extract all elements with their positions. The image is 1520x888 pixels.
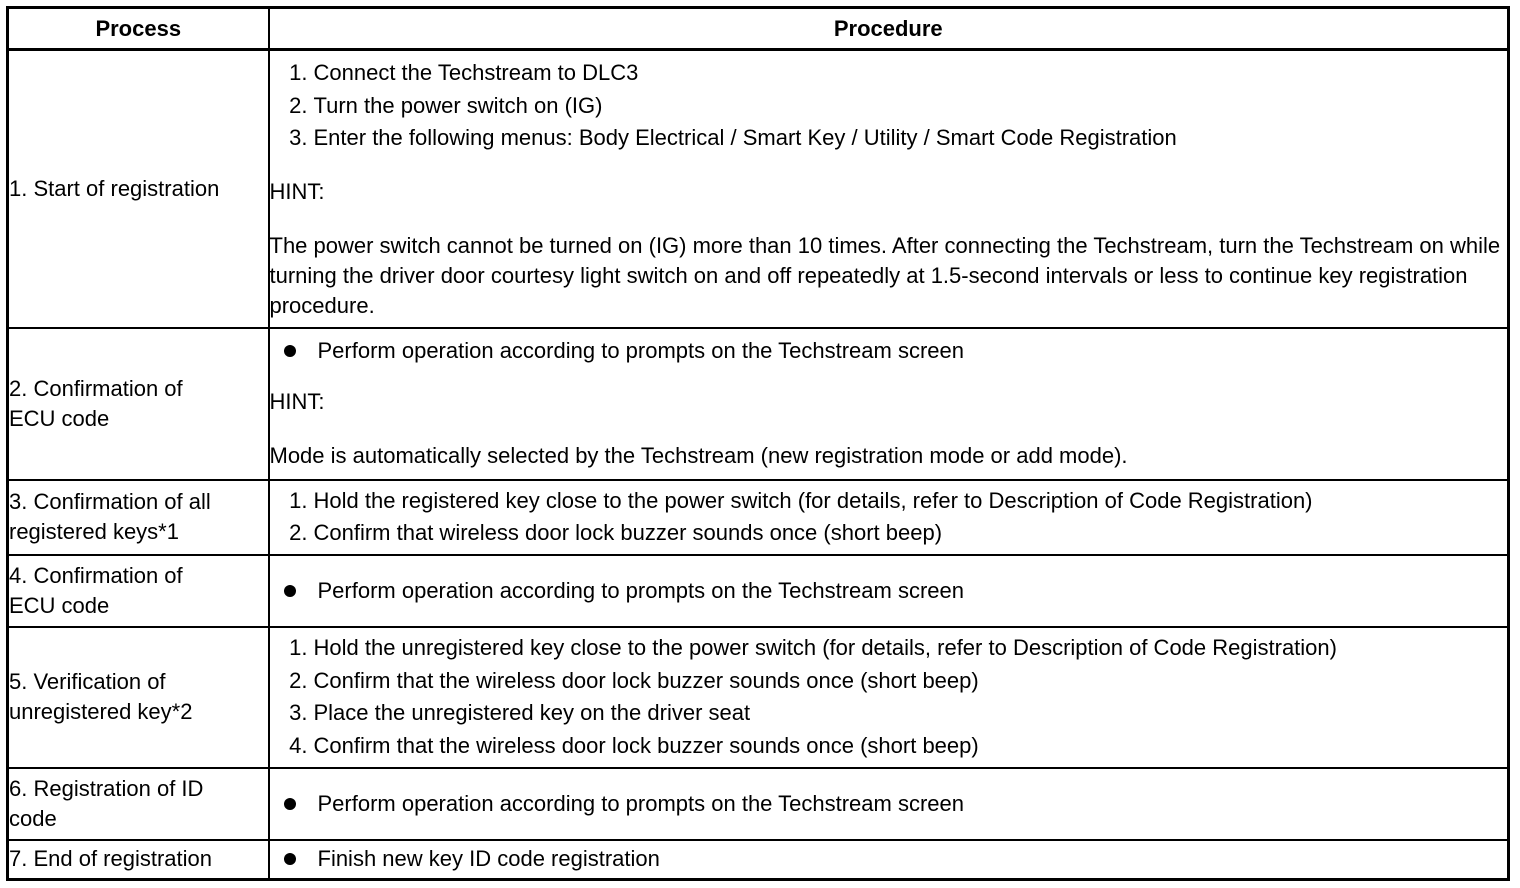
process-cell [8, 555, 269, 627]
bullet-list [270, 843, 1508, 875]
hint-label: HINT: [269, 178, 325, 204]
table-row [8, 328, 1509, 480]
process-cell [8, 328, 269, 480]
process-label: 7. End of registration [9, 846, 213, 872]
procedure-cell [269, 840, 1509, 880]
list-item [270, 697, 1508, 730]
registration-procedure-table [6, 6, 1510, 881]
step-number: 1. [289, 60, 308, 85]
step-text: Turn the power switch on (IG) [313, 92, 603, 118]
bullet-text: Perform operation according to prompts on the Techstream screen [317, 577, 964, 603]
process-label-line: 6. Registration of ID [9, 775, 204, 801]
step-number: 1. [289, 487, 308, 513]
process-label-line: 3. Confirmation of all [9, 489, 211, 514]
step-text: Connect the Techstream to DLC3 [313, 60, 639, 85]
list-item [270, 485, 1508, 518]
procedure-cell [269, 627, 1509, 768]
process-label-line: ECU code [9, 405, 110, 431]
process-cell [8, 50, 269, 328]
procedure-cell [269, 50, 1509, 328]
table-row [8, 627, 1509, 768]
bullet-text: Perform operation according to prompts on the Techstream screen [317, 790, 964, 816]
bullet-text: Finish new key ID code registration [317, 846, 660, 872]
process-label-line: registered keys*1 [9, 519, 179, 544]
bullet-list [270, 335, 1508, 367]
process-cell [8, 768, 269, 840]
step-list [270, 485, 1508, 550]
process-label-line: ECU code [9, 592, 110, 618]
step-text: Hold the unregistered key close to the power switch (for details, refer to Description of Code Registration) [313, 635, 1337, 660]
process-cell [8, 627, 269, 768]
step-text: Confirm that wireless door lock buzzer sounds once (short beep) [313, 520, 943, 545]
step-number: 2. [289, 92, 308, 118]
step-text: Place the unregistered key on the driver seat [313, 700, 751, 725]
header-process: Process [8, 8, 269, 50]
procedure-cell [269, 328, 1509, 480]
list-item [270, 517, 1508, 550]
step-number: 3. [289, 125, 308, 150]
list-item [270, 730, 1508, 763]
bullet-icon [284, 345, 296, 357]
hint-text: Mode is automatically selected by the Techstream (new registration mode or add mode). [269, 442, 1128, 468]
process-label: 1. Start of registration [9, 175, 220, 201]
table-row [8, 840, 1509, 880]
step-number: 2. [289, 667, 308, 693]
process-label-line: 2. Confirmation of [9, 375, 183, 401]
table-row [8, 480, 1509, 555]
process-label-line: code [9, 805, 57, 831]
list-item [270, 122, 1508, 155]
process-label-line: 4. Confirmation of [9, 562, 183, 588]
step-text: Confirm that the wireless door lock buzzer sounds once (short beep) [313, 732, 979, 758]
list-item [270, 575, 1508, 607]
step-text: Hold the registered key close to the power switch (for details, refer to Description of Code Registration) [313, 487, 1313, 513]
table-header-row [8, 8, 1509, 50]
process-cell [8, 480, 269, 555]
bullet-icon [284, 853, 296, 865]
step-number: 4. [289, 732, 308, 758]
step-text: Confirm that the wireless door lock buzzer sounds once (short beep) [313, 667, 979, 693]
list-item [270, 843, 1508, 875]
step-number: 2. [289, 520, 308, 545]
procedure-cell [269, 480, 1509, 555]
procedure-cell [269, 555, 1509, 627]
process-cell [8, 840, 269, 880]
hint-label: HINT: [269, 388, 325, 414]
process-label-line: unregistered key*2 [9, 699, 193, 724]
hint-text: The power switch cannot be turned on (IG) more than 10 times. After connecting the Techstream, turn the Techstream on while turning the driver door courtesy light switch on and off repeatedly at 1.5-second intervals or less to continue key registration procedure. [269, 232, 1501, 318]
list-item [270, 335, 1508, 367]
step-number: 3. [289, 700, 308, 725]
table-row [8, 50, 1509, 328]
step-number: 1. [289, 635, 308, 660]
step-text: Enter the following menus: Body Electrical / Smart Key / Utility / Smart Code Registration [313, 125, 1177, 150]
bullet-list [270, 788, 1508, 820]
step-list [270, 632, 1508, 762]
registration-table-wrapper [6, 6, 1510, 881]
list-item [270, 788, 1508, 820]
procedure-cell [269, 768, 1509, 840]
list-item [270, 57, 1508, 90]
process-label-line: 5. Verification of [9, 669, 166, 694]
bullet-list [270, 575, 1508, 607]
bullet-icon [284, 585, 296, 597]
list-item [270, 665, 1508, 698]
bullet-text: Perform operation according to prompts on the Techstream screen [317, 337, 964, 363]
bullet-icon [284, 798, 296, 810]
step-list [270, 57, 1508, 155]
list-item [270, 632, 1508, 665]
list-item [270, 90, 1508, 123]
table-row [8, 555, 1509, 627]
table-row [8, 768, 1509, 840]
header-procedure: Procedure [269, 8, 1509, 50]
